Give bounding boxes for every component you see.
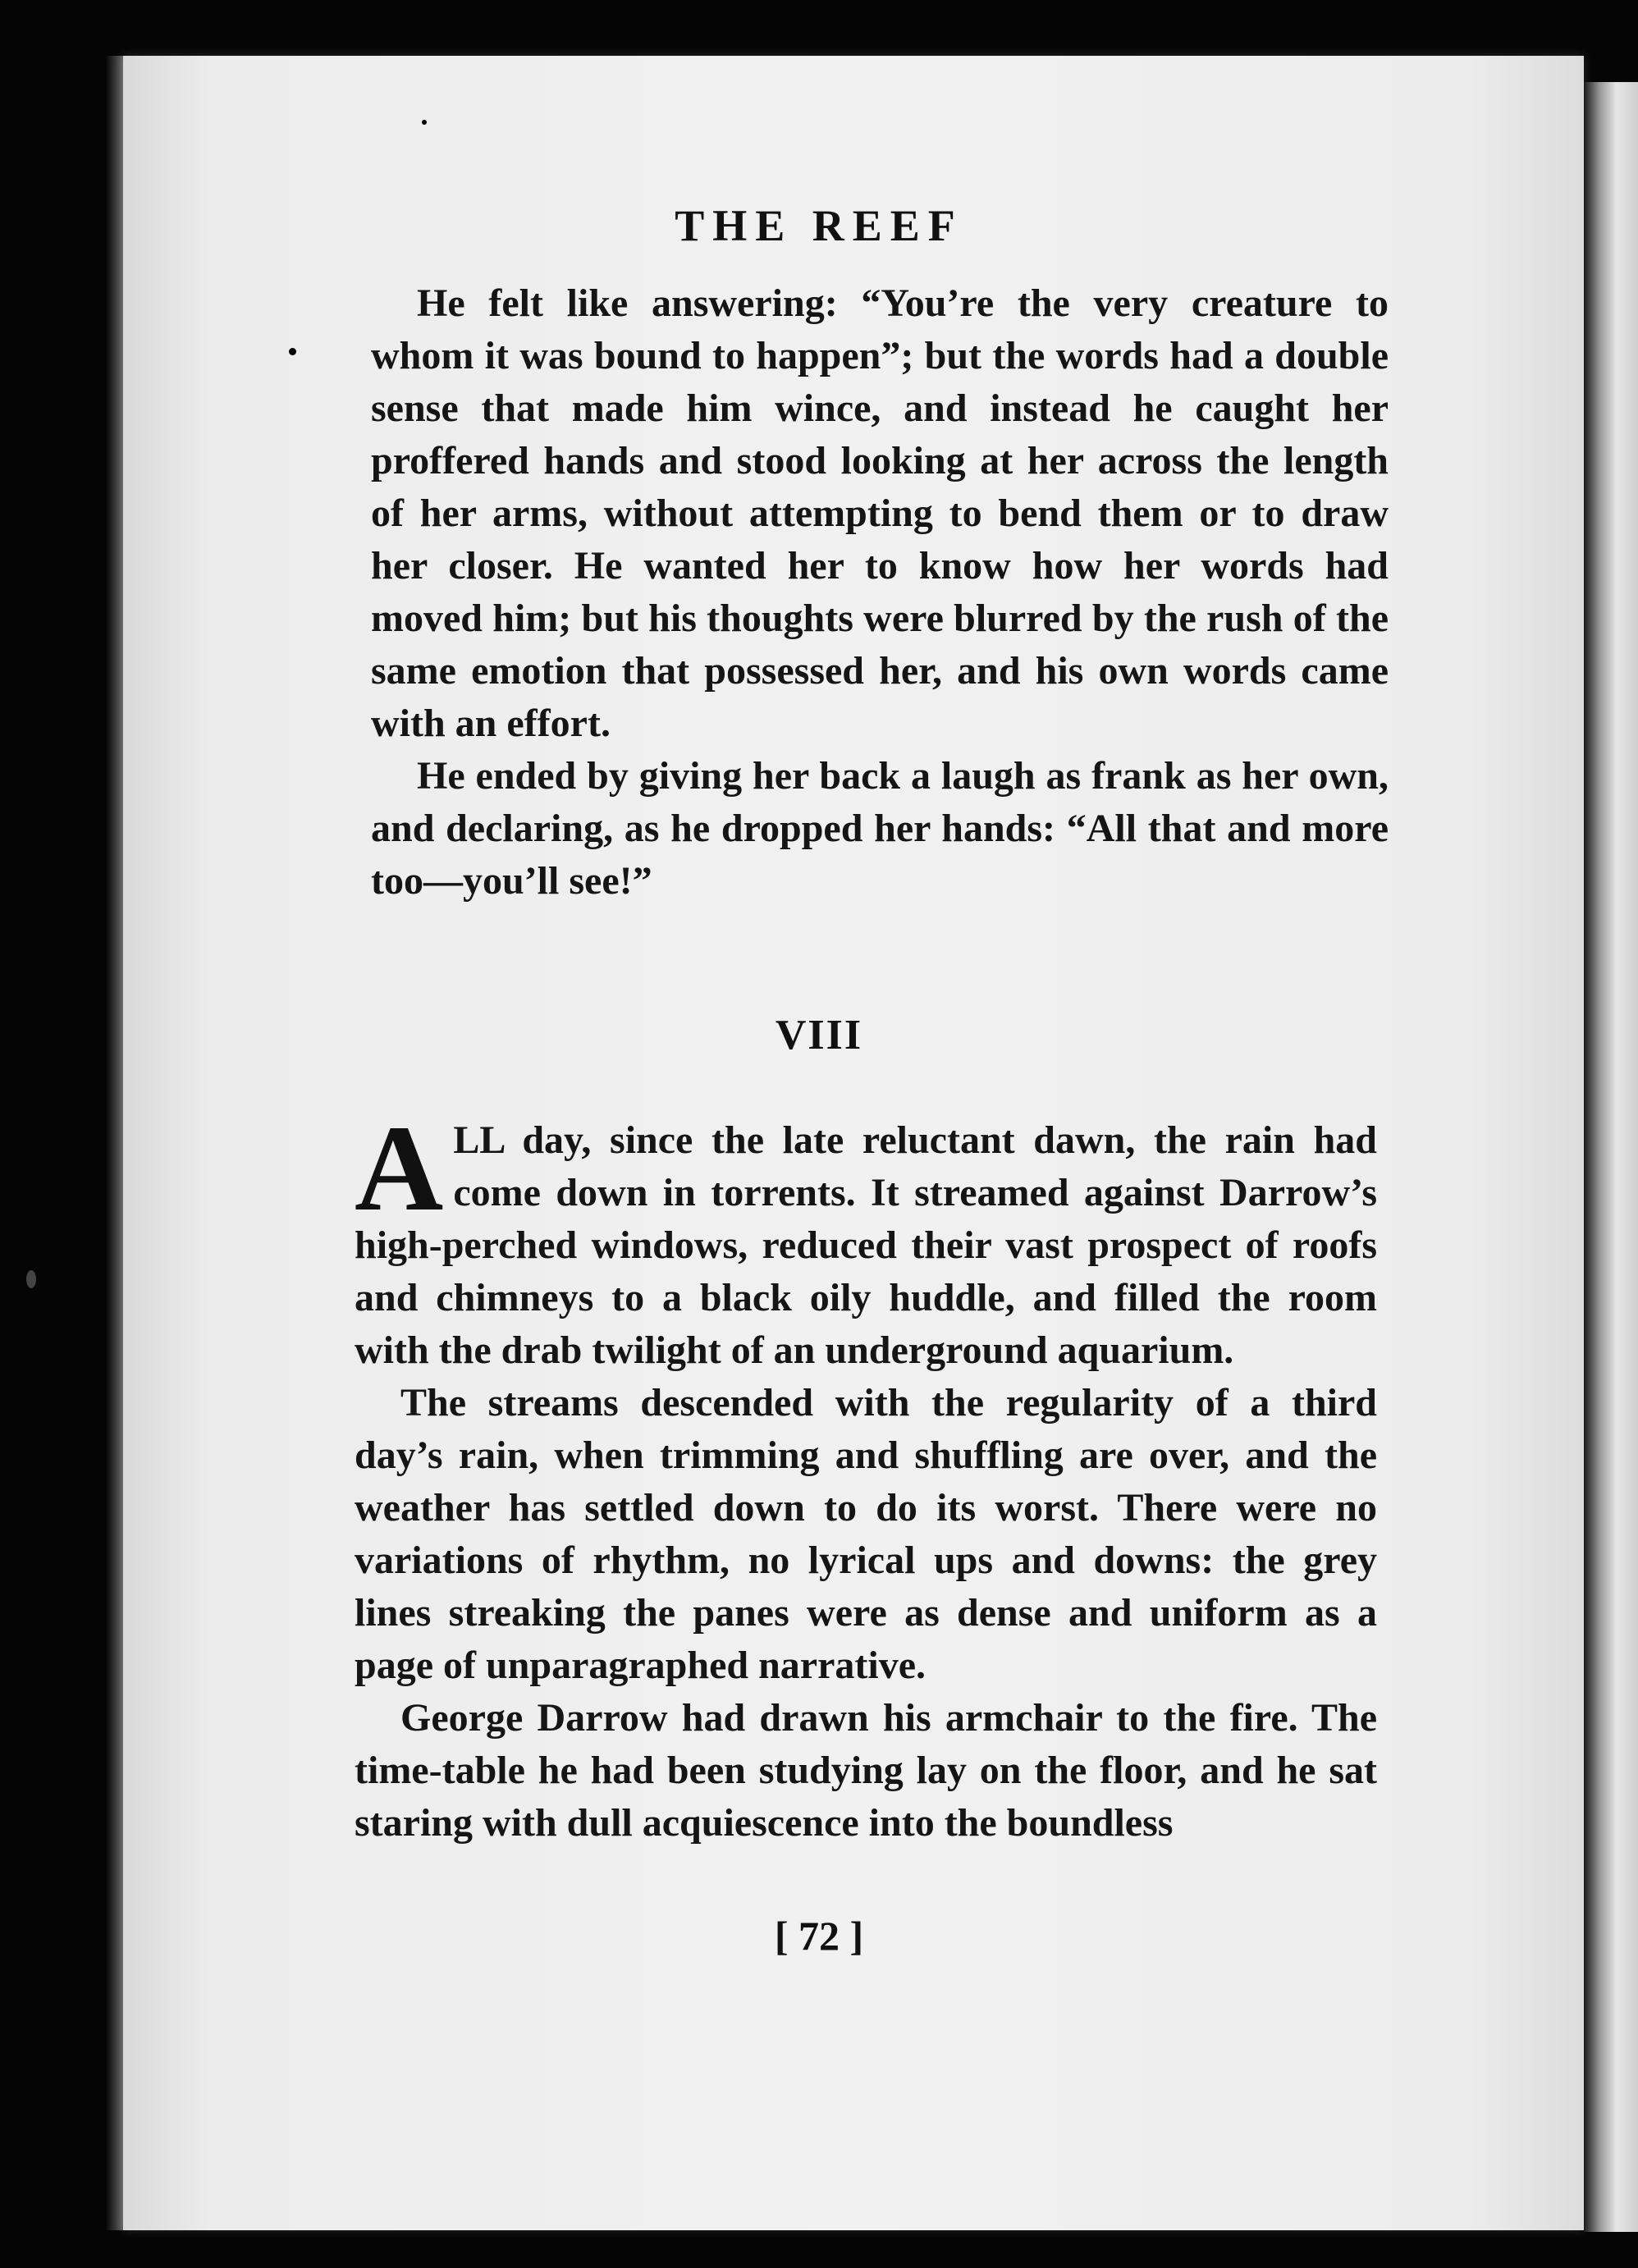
page-binding-edge: [107, 56, 125, 2230]
paragraph: He ended by giving her back a laugh as frank as her own, and declaring, as he dropped her hands: “All that and more too—you’ll see!”: [371, 754, 1389, 903]
scan-speck: [26, 1270, 36, 1288]
facing-page-edge: [1584, 82, 1638, 2232]
paragraph: He felt like answering: “You’re the very creature to whom it was bound to happen”; but the words had a double sense that made him wince, and instead he caught her proffered hands and stood looking at her across the length of her arms, without attempting to bend them or to draw her closer. He wanted her to know how her words had moved him; but his thoughts were blurred by the rush of the same emotion that possessed her, and his own words came with an effort.: [371, 281, 1389, 745]
paragraph: George Darrow had drawn his armchair to the fire. The time-table he had been studying lay on the floor, and he sat staring with dull acquiescence into the boundless: [355, 1696, 1377, 1845]
page-number: [ 72 ]: [774, 1913, 864, 1959]
chapter-heading: VIII: [775, 1012, 863, 1059]
chapter-text-block: [355, 1100, 1377, 1850]
scan-speck: [289, 348, 296, 355]
chapter-opening-paragraph: [355, 1100, 1377, 1377]
paragraph: The streams descended with the regularity of a third day’s rain, when trimming and shuffling are over, and the weather has settled down to do its worst. There were no variations of rhythm, no lyrical ups and downs: the grey lines streaking the panes were as dense and uniform as a page of unparagraphed narrative.: [355, 1381, 1377, 1687]
top-text-block: [371, 277, 1389, 908]
drop-cap: A: [355, 1100, 444, 1237]
scan-speck: [422, 120, 427, 125]
running-head: THE REEF: [675, 201, 963, 250]
opening-text: LL day, since the late reluctant dawn, the rain had come down in torrents. It streamed against Darrow’s high-perched windows, reduced their vast prospect of roofs and chimneys to a black oily huddle, and filled the room with the drab twilight of an underground aquarium.: [355, 1118, 1377, 1372]
